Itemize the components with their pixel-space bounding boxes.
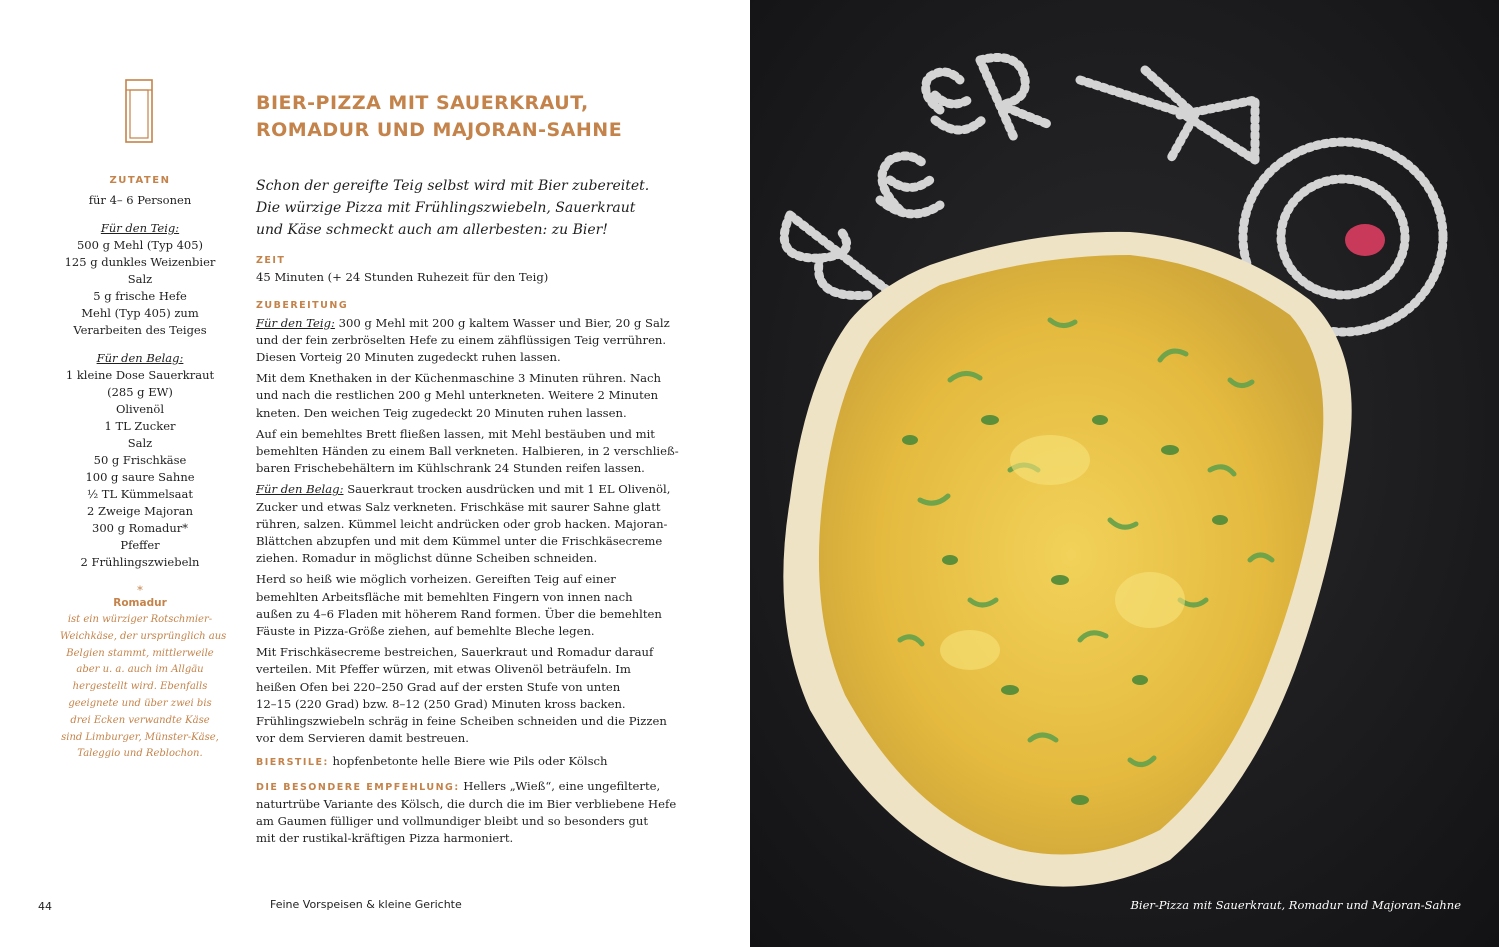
topping-item: 1 kleine Dose Sauerkraut [65,368,215,382]
ingredients-sidebar [60,172,227,763]
servings: für 4– 6 Personen [88,193,192,207]
dough-item: 500 g Mehl (Typ 405) [76,238,204,252]
topping-item: (285 g EW) [107,385,173,399]
step-shape: Herd so heiß wie möglich vorheizen. Gereiften Teig auf einer bemehlten Arbeitsfläche mit bemehlten Fingern von innen nach außen zu 4–6 Fladen mit höherem Rand formen. Über die bemehlten Fäuste in Pizza-Größe ziehen, auf bemehlte Bleche legen. [256,572,662,639]
beer-styles-text: hopfenbetonte helle Biere wie Pils oder Kölsch [328,754,608,769]
topping-item: 100 g saure Sahne [85,470,195,484]
note-line: Belgien stammt, mittlerweile [66,647,214,659]
page-number: 44 [38,900,52,913]
step-knead: Mit dem Knethaken in der Küchenmaschine 3 Minuten rühren. Nach und nach die restlichen 200 g Mehl unterkneten. Weitere 2 Minuten kneten. Den weichen Teig zugedeckt 20 Minuten ruhen lassen. [256,371,661,420]
topping-list [60,367,220,571]
title-line: ROMADUR UND MAJORAN-SAHNE [256,119,623,141]
topping-item: 2 Zweige Majoran [87,504,193,518]
note-line: aber u. a. auch im Allgäu [76,664,204,676]
note-line: sind Limburger, Münster-Käse, [61,731,219,743]
note-line: Weichkäse, der ursprünglich aus [60,630,227,642]
dough-list [60,237,220,339]
dough-step-label: Für den Teig: [256,315,335,330]
red-chalk-dot [1345,224,1385,256]
footnote-star: * [137,583,143,597]
preparation-label: ZUBEREITUNG [256,300,349,312]
topping-item: Olivenöl [115,402,165,416]
topping-step-label: Für den Belag: [256,482,344,497]
ingredients-heading: ZUTATEN [109,175,171,186]
note-line: drei Ecken verwandte Käse [70,714,210,726]
topping-item: ½ TL Kümmelsaat [86,487,194,501]
step-bake: Mit Frischkäsecreme bestreichen, Sauerkraut und Romadur darauf verteilen. Mit Pfeffer würzen, mit etwas Olivenöl beträufeln. Im heißen Ofen bei 220–250 Grad auf der ersten Stufe von unten 12–15 (220 Grad) bzw. 8–12 (250 Grad) Minuten kross backen. Frühlingszwiebeln schräg in feine Scheiben schneiden und die Pizzen vor dem Servieren damit bestreuen. [256,645,667,746]
photo-caption: Bier-Pizza mit Sauerkraut, Romadur und Majoran-Sahne [1130,898,1461,912]
dough-subheading: Für den Teig: [100,221,180,235]
topping-item: Salz [127,436,153,450]
beer-styles-label: BIERSTILE: [256,757,329,769]
topping-item: 2 Frühlingszwiebeln [80,555,200,569]
dough-item: 5 g frische Hefe [93,289,187,303]
step-dough: Für den Teig: 300 g Mehl mit 200 g kaltem Wasser und Bier, 20 g Salz und der fein zerbröselten Hefe zu einem zähflüssigen Teig verrühren. Diesen Vorteig 20 Minuten zugedeckt ruhen lassen. [256,315,670,365]
note-line: Taleggio und Reblochon. [77,748,203,760]
intro-line: und Käse schmeckt auch am allerbesten: zu Bier! [256,222,608,238]
topping-subheading: Für den Belag: [96,351,184,365]
topping-item: 50 g Frischkäse [93,453,187,467]
topping-item: 300 g Romadur* [92,521,188,535]
beer-glass-icon [124,78,154,144]
recipe-body [256,252,686,848]
recipe-title [256,90,716,144]
section-footer: Feine Vorspeisen & kleine Gerichte [270,898,462,911]
dough-item: 125 g dunkles Weizenbier [64,255,216,269]
title-line: BIER-PIZZA MIT SAUERKRAUT, [256,92,589,114]
intro-line: Schon der gereifte Teig selbst wird mit Bier zubereitet. [256,178,650,194]
note-line: geeignete und über zwei bis [68,697,212,709]
cheese-note [60,612,227,763]
dough-item: Mehl (Typ 405) zum [81,306,199,320]
time-label: ZEIT [256,255,286,266]
topping-item: Pfeffer [120,538,160,552]
dough-item: Salz [127,272,153,286]
note-line: hergestellt wird. Ebenfalls [72,681,208,693]
recommendation: DIE BESONDERE EMPFEHLUNG: Hellers „Wieß“, eine ungefilterte, naturtrübe Variante des Kölsch, die durch die im Bier verbliebene Hefe am Gaumen fülliger und vollmundiger bleibt und so besonders gut mit der rustikal-kräftigen Pizza harmoniert. [256,778,677,846]
step-rest: Auf ein bemehltes Brett fließen lassen, mit Mehl bestäuben und mit bemehlten Händen zu einem Ball verkneten. Halbieren, in 2 verschließ- baren Frischebehältern im Kühlschrank 24 Stunden reifen lassen. [256,426,679,476]
note-title: Romadur [113,597,167,609]
pizza-photo [750,0,1499,947]
intro-line: Die würzige Pizza mit Frühlingszwiebeln, Sauerkraut [256,200,636,216]
time-text: 45 Minuten (+ 24 Stunden Ruhezeit für den Teig) [256,270,549,285]
step-topping: Für den Belag: Sauerkraut trocken ausdrücken und mit 1 EL Olivenöl, Zucker und etwas Salz verkneten. Frischkäse mit saurer Sahne glatt rühren, salzen. Kümmel leicht andrücken oder grob hacken. Majoran- Blättchen abzupfen und mit dem Kümmel unter die Frischkäsecreme ziehen. Romadur in möglichst dünne Scheiben schneiden. [256,482,671,566]
recommendation-label: DIE BESONDERE EMPFEHLUNG: [256,781,460,793]
photo-page [750,0,1499,947]
topping-item: 1 TL Zucker [104,419,176,433]
note-line: ist ein würziger Rotschmier- [67,614,213,625]
dough-item: Verarbeiten des Teiges [73,323,207,337]
beer-styles [256,753,686,771]
intro-text [256,175,686,241]
